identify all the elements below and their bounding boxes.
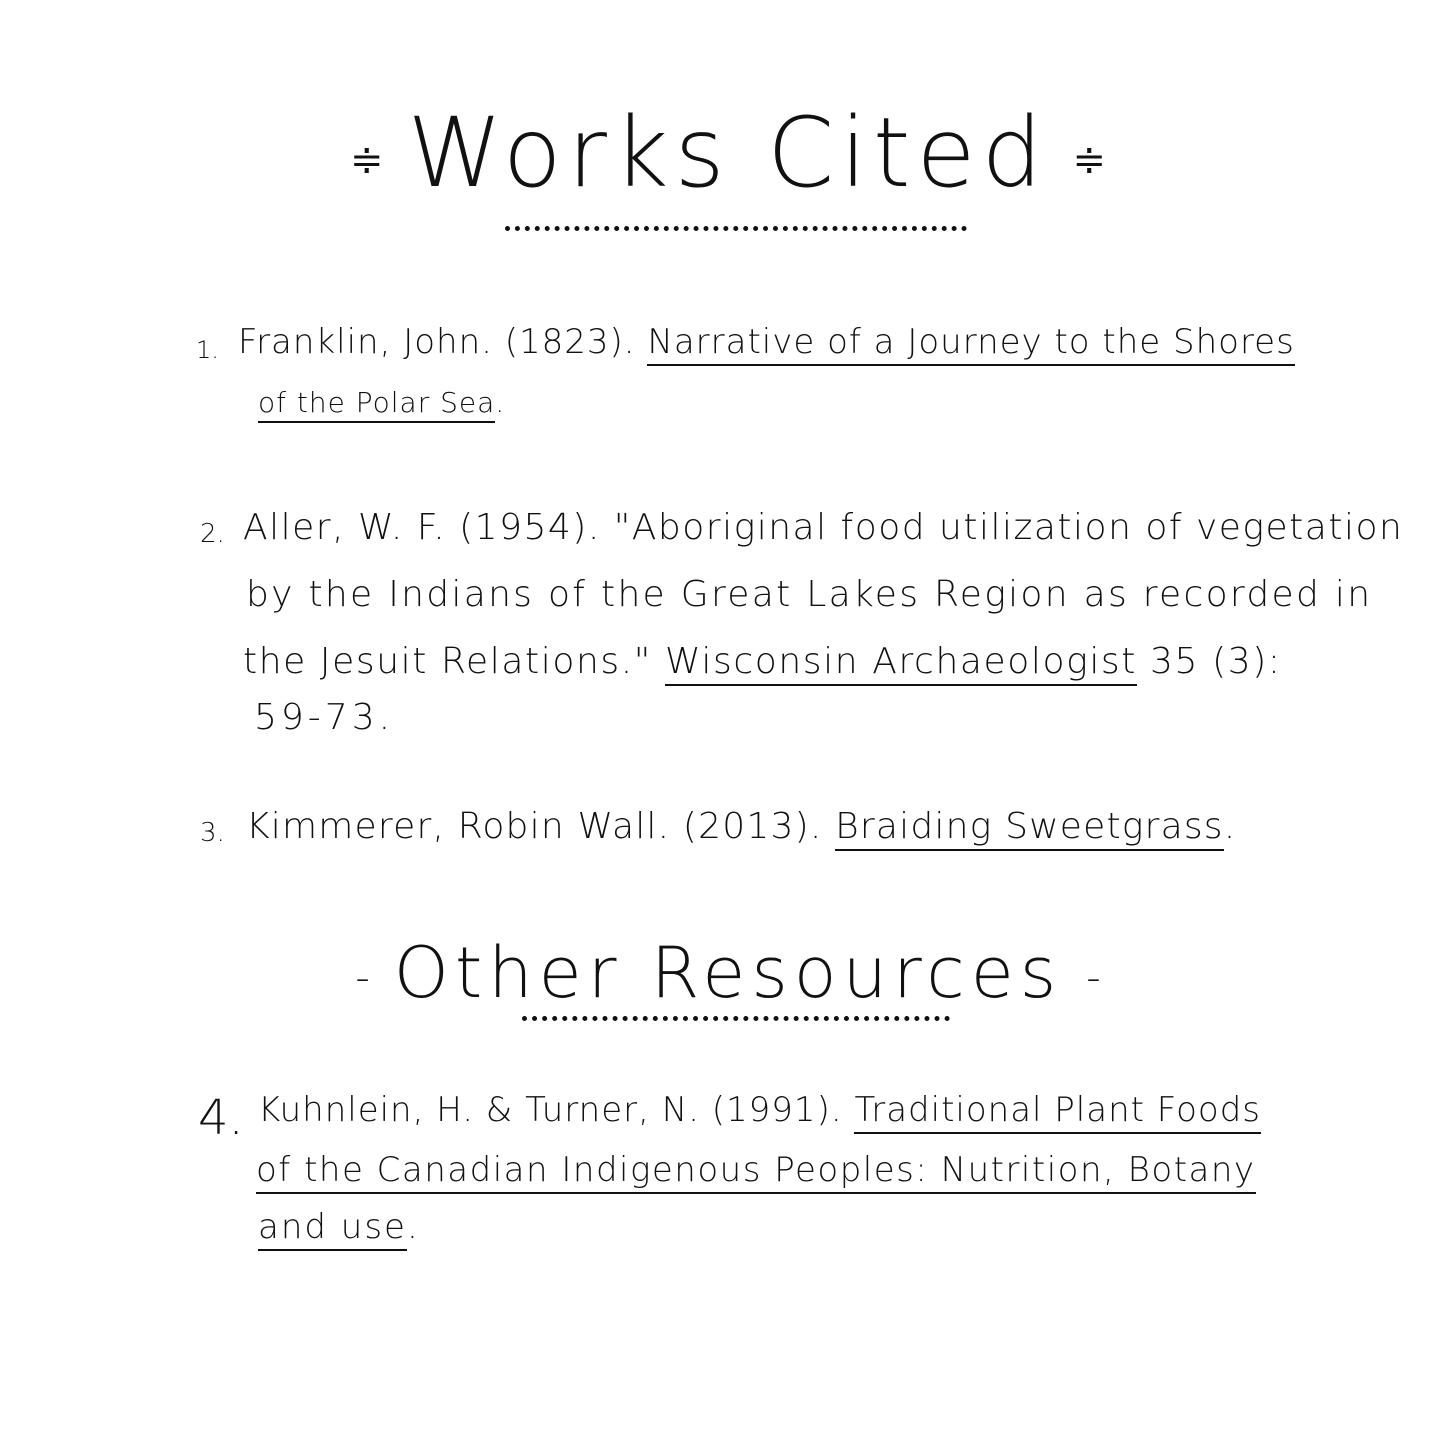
- citation-line: [258, 1090, 1261, 1130]
- citation-line: [243, 641, 1282, 682]
- citation-text: Aller, W. F. (1954). "Aboriginal food utilization of vegetation: [243, 507, 1404, 548]
- citation-line: [256, 1150, 1256, 1190]
- citation-line: [258, 386, 505, 419]
- citation-line: [243, 507, 1403, 548]
- citation-number: 1.: [196, 336, 219, 364]
- citation-text: Kimmerer, Robin Wall. (2013).: [246, 806, 836, 847]
- works-cited-title: Works Cited: [407, 97, 1049, 209]
- citation-title: of the Polar Sea: [258, 386, 495, 423]
- citation-text: .: [1223, 806, 1237, 847]
- citation-number: 2.: [200, 519, 225, 549]
- citation-text: 59-73.: [254, 697, 395, 738]
- citation-text: by the Indians of the Great Lakes Region as recorded in: [246, 574, 1373, 615]
- other-resources-dotted-underline: [522, 1016, 950, 1021]
- citation-line: [254, 697, 394, 738]
- citation-text: .: [495, 386, 506, 419]
- citation-title: and use: [258, 1207, 407, 1251]
- heading-right-dash: -: [1086, 955, 1101, 1001]
- citation-text: .: [406, 1207, 420, 1247]
- citation-number: 3.: [200, 818, 225, 848]
- heading-left-ornament: ≑: [350, 136, 384, 183]
- citation-line: [246, 806, 1236, 847]
- citation-title: of the Canadian Indigenous Peoples: Nutrition, Botany: [256, 1150, 1256, 1194]
- citation-title: Braiding Sweetgrass: [835, 806, 1224, 851]
- works-cited-heading: [0, 78, 1456, 235]
- citation-title: Wisconsin Archaeologist: [665, 641, 1137, 686]
- citation-text: 35 (3):: [1137, 641, 1282, 682]
- citation-line: [258, 1207, 420, 1247]
- citation-text: Franklin, John. (1823).: [238, 322, 648, 362]
- citation-title: Narrative of a Journey to the Shores: [647, 322, 1294, 366]
- works-cited-dotted-underline: [505, 226, 967, 231]
- heading-right-ornament: ≑: [1072, 136, 1106, 183]
- other-resources-title: Other Resources: [393, 932, 1063, 1014]
- citation-line: [238, 322, 1295, 362]
- heading-left-dash: -: [355, 955, 370, 1001]
- citation-text: Kuhnlein, H. & Turner, N. (1991).: [258, 1090, 855, 1130]
- citation-title: Traditional Plant Foods: [854, 1090, 1261, 1134]
- citation-number: 4.: [198, 1090, 244, 1146]
- citation-text: the Jesuit Relations.": [243, 641, 665, 682]
- citation-line: [246, 574, 1372, 615]
